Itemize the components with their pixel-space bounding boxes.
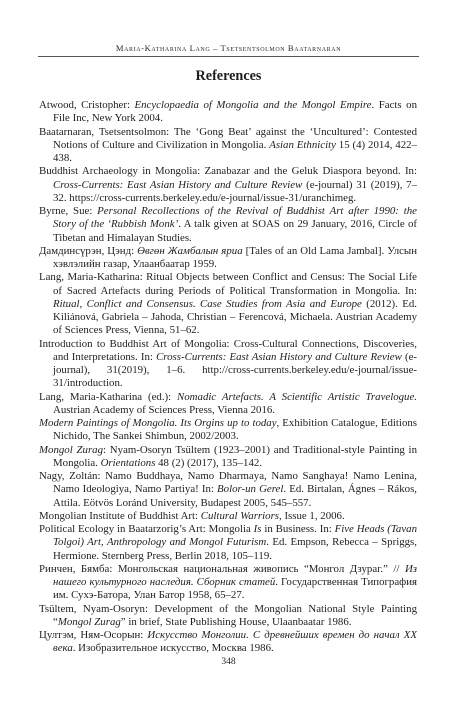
reference-italic-text: Искусство Монголии. С древнейших времен до начал XX века xyxy=(53,629,417,655)
reference-italic-text: Mongol Zurag xyxy=(57,615,121,628)
reference-italic-text: Encyclopaedia of Mongolia and the Mongol Empire xyxy=(134,99,372,111)
reference-text: . Facts on File Inc, New York 2004. xyxy=(53,99,417,125)
reference-italic-text: Personal Recollections of the Revival of Buddhist Art after 1990: the Story of the ‘Rubbish Monk’ xyxy=(53,205,417,231)
reference-text: Lang, Maria-Katharina: Ritual Objects between Conflict and Census: The Social Life of Sacred Artefacts during Periods of Political Transformation in Mongolia. In: xyxy=(39,271,417,297)
reference-italic-text: Cross-Currents: East Asian History and Culture Review xyxy=(156,350,402,363)
reference-entry xyxy=(39,444,417,471)
reference-text: (e-journal), 31(2019), 1–6. http://cross-currents.berkeley.edu/e-journal/issue-31/introduction. xyxy=(53,350,417,390)
running-head: Maria-Katharina Lang – Tsetsentsolmon Baatarnaran xyxy=(115,43,342,53)
reference-text: (2012). Ed. Kiliánová, Gabriela – Jahoda, Christian – Ferencová, Michaela. Austrian Academy of Sciences Press, Vienna, 51–62. xyxy=(53,297,417,337)
reference-italic-text: Из нашего культурного наследия. Сборник статей xyxy=(53,562,417,588)
reference-text: Цултэм, Ням-Осорын: xyxy=(39,629,148,641)
reference-text: Baatarnaran, Tsetsentsolmon: The ‘Gong Beat’ against the ‘Uncultured’: Contested Notions of Culture and Civilization in Mongolia. xyxy=(39,125,417,151)
reference-text: Lang, Maria-Katharina (ed.): xyxy=(39,390,178,403)
reference-text: Mongolian Institute of Buddhist Art: xyxy=(39,509,201,522)
reference-text: Ринчен, Бямба: Монгольская национальная живопись “Монгол Дзураг.” // xyxy=(39,562,405,575)
reference-entry xyxy=(39,271,417,337)
reference-entry xyxy=(39,391,417,418)
reference-text: Austrian Academy of Sciences Press, Vienna 2016. xyxy=(53,403,275,416)
reference-italic-text: Five Heads (Tavan Tolgoi) Art, Anthropology and Mongol Futurism xyxy=(53,523,417,549)
reference-italic-text: Orientations xyxy=(100,456,156,469)
reference-text: Introduction to Buddhist Art of Mongolia: Cross-Cultural Connections, Discoveries, and Interpretations. In: xyxy=(39,337,417,363)
reference-text: : Nyam-Osoryn Tsültem (1923–2001) and Traditional-style Painting in Mongolia. xyxy=(53,443,417,469)
header-rule xyxy=(38,56,419,57)
reference-text: Atwood, Cristopher: xyxy=(39,99,135,111)
reference-italic-text: Өвгөн Жамбалын яриа xyxy=(137,244,243,257)
section-title: References xyxy=(195,68,262,84)
reference-text: Дамдинсүрэн, Цэнд: xyxy=(39,244,138,257)
reference-italic-text: Is xyxy=(253,523,262,535)
reference-italic-text: Asian Ethnicity xyxy=(269,138,336,151)
reference-text: , Issue 1, 2006. xyxy=(279,509,345,522)
reference-text: . Государственная Типография им. Сухэ-Батора, Улан Батор 1958, 65–27. xyxy=(53,576,417,602)
reference-text: Nagy, Zoltán: Namo Buddhaya, Namo Dharmaya, Namo Sanghaya! Namo Lenina, Namo Ideologiya, Namo Partiya! In: xyxy=(39,470,417,496)
reference-text: 48 (2) (2017), 135–142. xyxy=(155,456,263,469)
reference-text: , Exhibition Catalogue, Editions Nichido, The Sankei Shimbun, 2002/2003. xyxy=(53,417,418,443)
reference-entry xyxy=(39,126,417,166)
reference-entry xyxy=(39,523,417,563)
reference-text: Tsültem, Nyam-Osoryn: Development of the Mongolian National Style Painting “ xyxy=(39,602,417,628)
reference-list xyxy=(39,99,417,656)
reference-entry xyxy=(39,470,417,510)
page-number: 348 xyxy=(221,657,236,667)
reference-italic-text: Cross-Currents: East Asian History and Culture Review xyxy=(53,178,303,191)
reference-text: [Tales of an Old Lama Jambal]. Улсын хэвлэлийн газар, Улаанбаатар 1959. xyxy=(53,244,418,270)
reference-text: Buddhist Archaeology in Mongolia: Zanabazar and the Geluk Diaspora beyond. In: xyxy=(39,165,417,178)
reference-text: in Business. In: xyxy=(261,523,335,535)
reference-italic-text: Nomadic Artefacts. A Scientific Artistic Travelogue. xyxy=(177,390,417,403)
reference-text: . Ed. Birtalan, Ágnes – Rákos, Attila. Eötvös Loránd University, Budapest 2005, 545–557. xyxy=(53,483,417,509)
reference-text: 15 (4) 2014, 422–438. xyxy=(53,138,417,164)
reference-text: . Изобразительное искусство, Москва 1986. xyxy=(72,642,274,655)
reference-entry xyxy=(39,245,417,272)
reference-italic-text: Mongol Zurag xyxy=(39,443,104,456)
reference-text: (e-journal) 31 (2019), 7–32. https://cross-currents.berkeley.edu/e-journal/issue-31/uranchimeg. xyxy=(53,178,417,204)
reference-text: . A talk given at SOAS on 29 January, 2016, Circle of Tibetan and Himalayan Studies. xyxy=(53,218,417,244)
reference-entry xyxy=(39,510,417,523)
reference-italic-text: Cultural Warriors xyxy=(200,509,280,522)
reference-text: ” in brief, State Publishing House, Ulaanbaatar 1986. xyxy=(120,615,352,628)
reference-text: Political Ecology in Baatarzorig’s Art: Mongolia xyxy=(39,523,254,535)
reference-entry xyxy=(39,563,417,603)
reference-entry xyxy=(39,205,417,245)
reference-italic-text: Ritual, Conflict and Consensus. Case Studies from Asia and Europe xyxy=(53,297,362,310)
reference-text: Byrne, Sue: xyxy=(39,205,98,217)
reference-italic-text: Modern Paintings of Mongolia. Its Orgins up to today xyxy=(39,417,277,429)
reference-italic-text: Bolor-un Gerel xyxy=(217,483,284,496)
reference-entry xyxy=(39,629,417,656)
reference-entry xyxy=(39,99,417,126)
reference-entry xyxy=(39,603,417,630)
reference-text: . Ed. Empson, Rebecca – Spriggs, Hermione. Sternberg Press, Berlin 2018, 105–119. xyxy=(53,536,417,562)
reference-entry xyxy=(39,165,417,205)
reference-entry xyxy=(39,338,417,391)
reference-entry xyxy=(39,417,417,444)
